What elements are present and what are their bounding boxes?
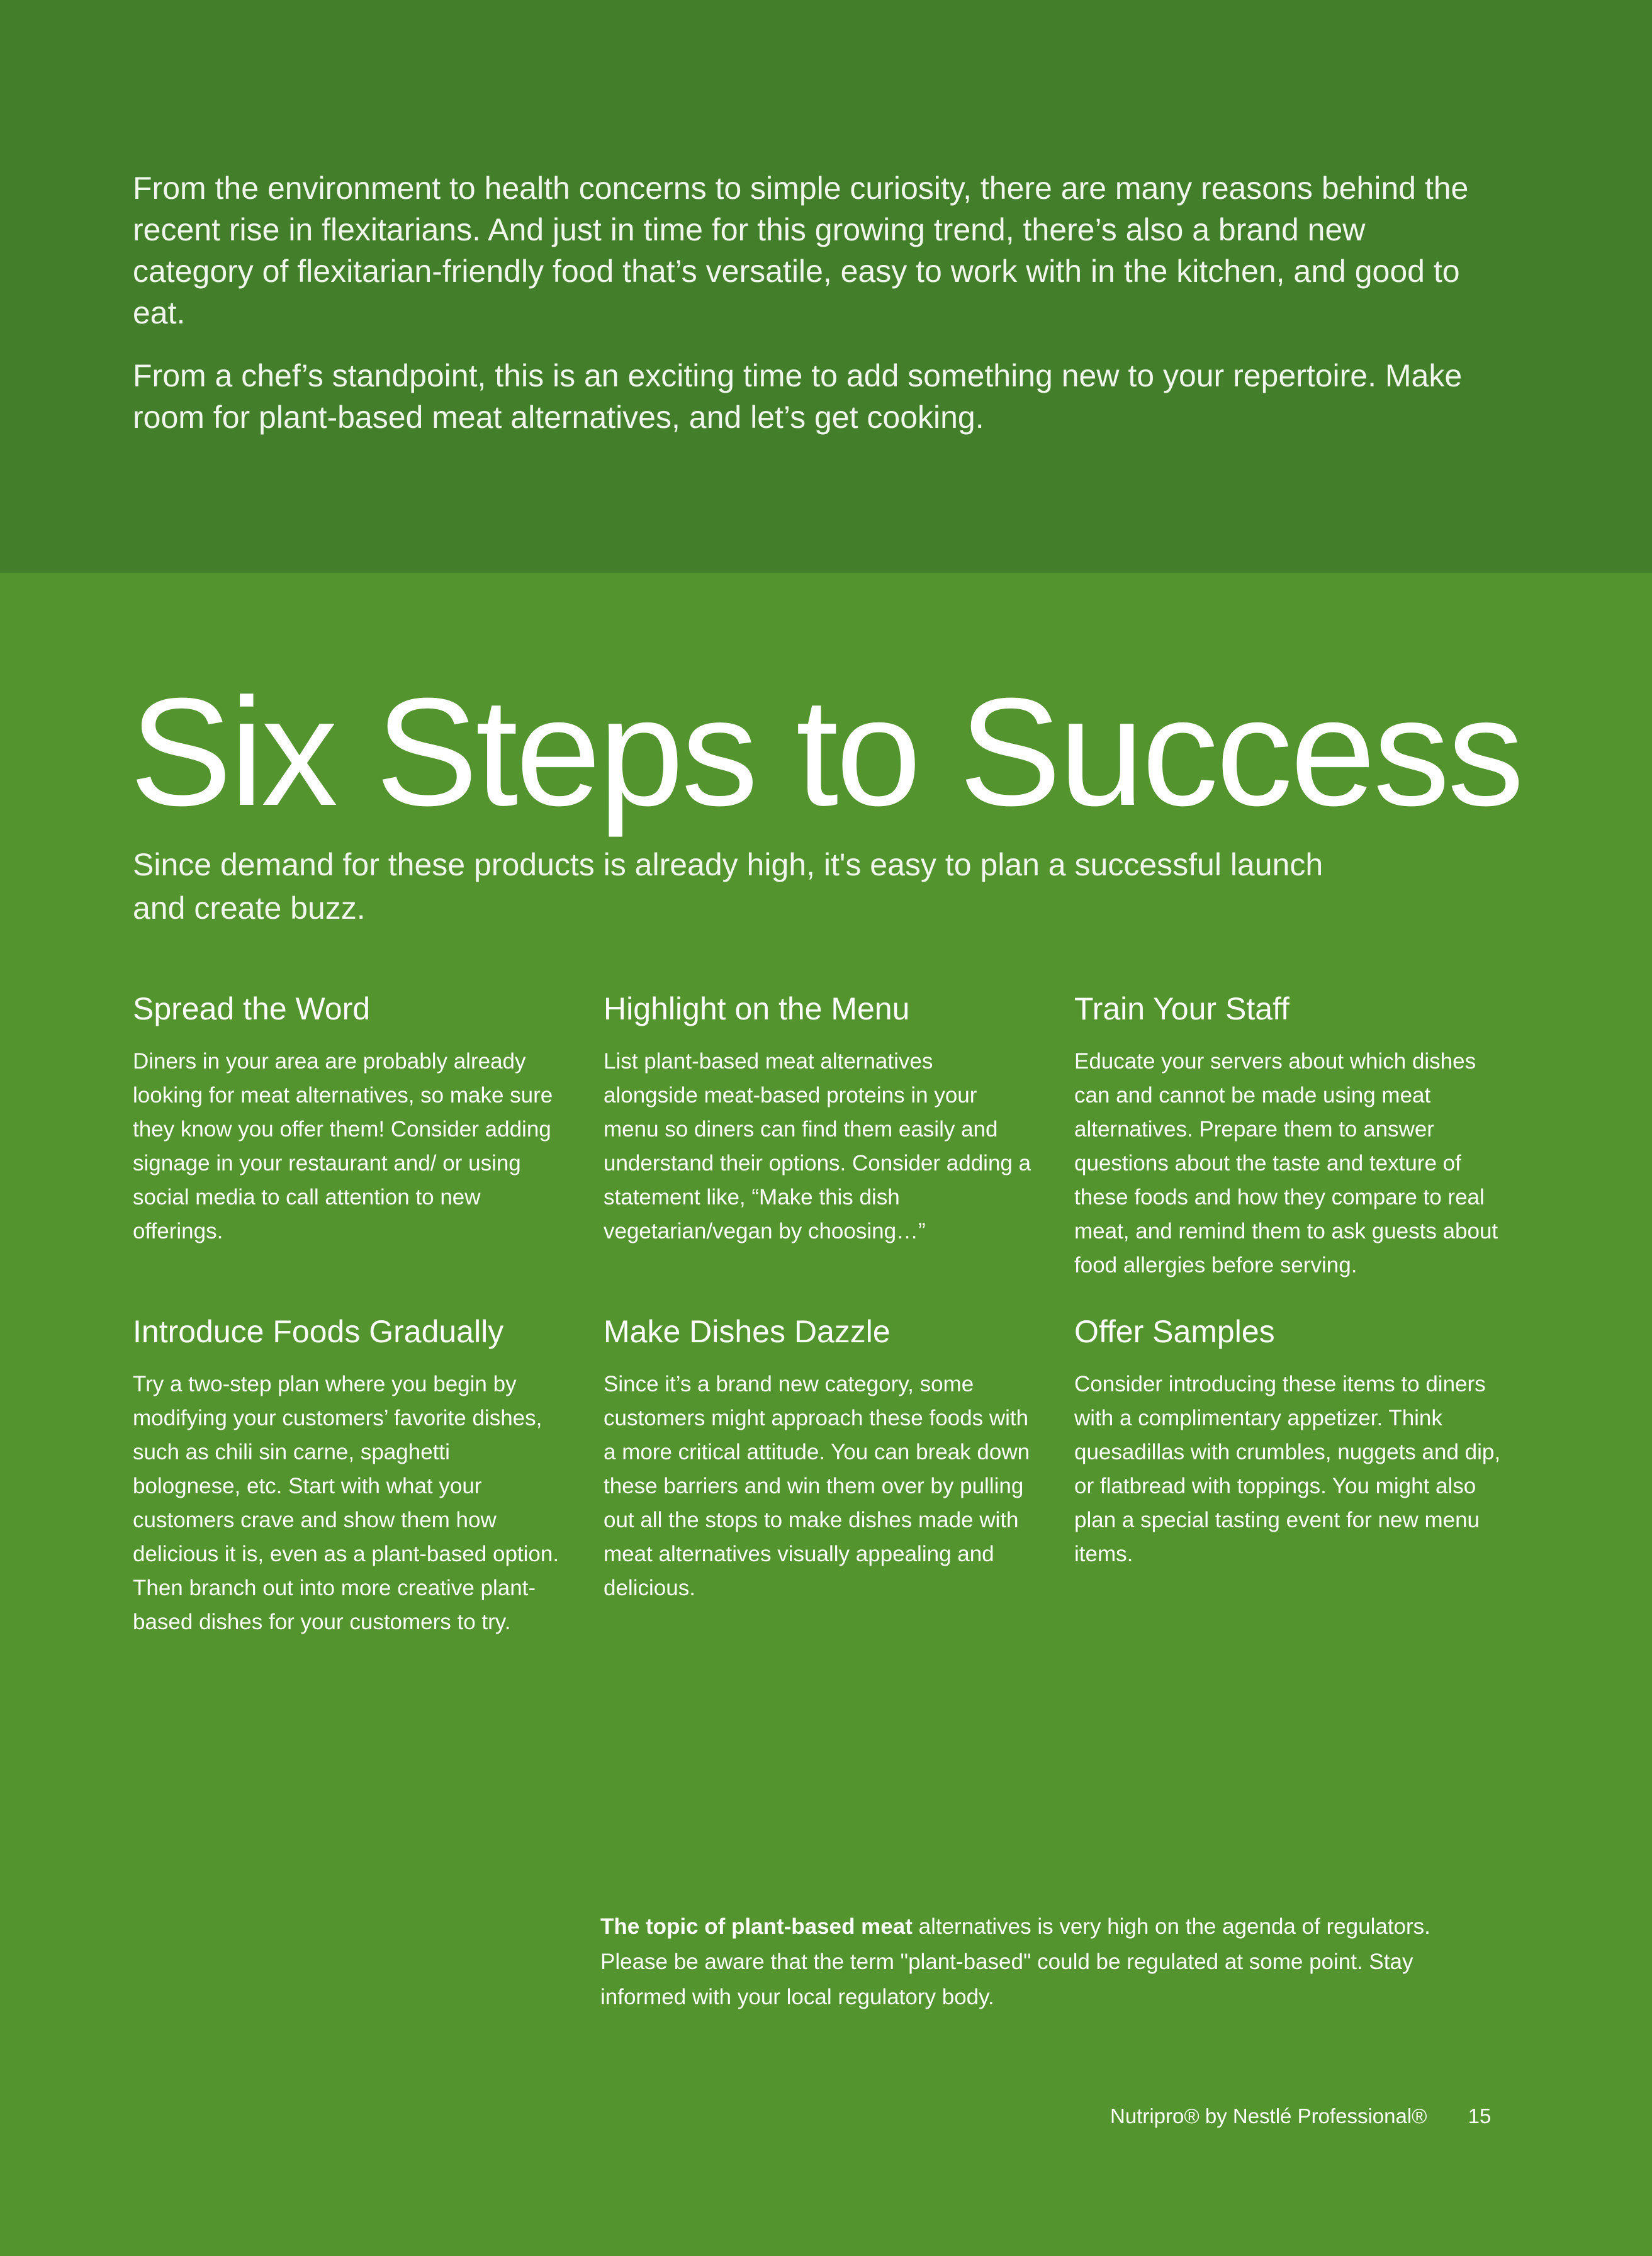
- step-title: Spread the Word: [133, 991, 371, 1026]
- step-body: Consider introducing these items to diners with a complimentary appetizer. Think quesadillas with crumbles, nuggets and dip, or flatbread with toppings. You might also plan a special tasting event for new menu items.: [1074, 1372, 1501, 1566]
- step-title: Offer Samples: [1074, 1314, 1275, 1349]
- step-body: Educate your servers about which dishes can and cannot be made using meat alternatives. Prepare them to answer questions about the taste and texture of these foods and how they compare to real meat, and remind them to ask guests about food allergies before serving.: [1074, 1049, 1498, 1277]
- step-highlight-on-the-menu: [604, 988, 1031, 1249]
- step-body: Try a two-step plan where you begin by modifying your customers’ favorite dishes, such as chili sin carne, spaghetti bolognese, etc. Start with what your customers crave and show them how delicious it is, even as a plant-based option. Then branch out into more creative plant-based dishes for your customers to try.: [133, 1372, 559, 1634]
- intro-text: [133, 167, 1486, 459]
- step-introduce-foods-gradually: [133, 1311, 561, 1639]
- step-make-dishes-dazzle: [604, 1311, 1031, 1605]
- page-footer: [1110, 2099, 1491, 2133]
- page-subtitle: Since demand for these products is already high, it's easy to plan a successful launch and create buzz.: [133, 847, 1323, 926]
- footer-brand: Nutripro® by Nestlé Professional®: [1110, 2104, 1427, 2128]
- step-body: Since it’s a brand new category, some customers might approach these foods with a more critical attitude. You can break down these barriers and win them over by pulling out all the stops to make dishes made with meat alternatives visually appealing and delicious.: [604, 1372, 1030, 1600]
- regulatory-note-text: alternatives is very high on the agenda of regulators. Please be aware that the term "plant-based" could be regulated at some point. Stay informed with your local regulatory body.: [600, 1914, 1430, 2009]
- page-number: 15: [1468, 2104, 1492, 2128]
- step-title: Make Dishes Dazzle: [604, 1314, 891, 1349]
- step-title: Introduce Foods Gradually: [133, 1314, 504, 1349]
- intro-paragraph-1: From the environment to health concerns to simple curiosity, there are many reasons behind the recent rise in flexitarians. And just in time for this growing trend, there’s also a brand new category of flexitarian-friendly food that’s versatile, easy to work with in the kitchen, and good to eat.: [133, 171, 1469, 330]
- regulatory-note: [600, 1909, 1494, 2015]
- step-body: Diners in your area are probably already looking for meat alternatives, so make sure they know you offer them! Consider adding signage in your restaurant and/ or using social media to call attention to new offerings.: [133, 1049, 553, 1243]
- step-train-your-staff: [1074, 988, 1502, 1282]
- step-title: Train Your Staff: [1074, 991, 1290, 1026]
- page-title: Six Steps to Success: [130, 666, 1522, 838]
- step-spread-the-word: [133, 988, 561, 1249]
- step-body: List plant-based meat alternatives alongside meat-based proteins in your menu so diners can find them easily and understand their options. Consider adding a statement like, “Make this dish vegetarian/vegan by choosing…”: [604, 1049, 1031, 1243]
- intro-paragraph-2: From a chef’s standpoint, this is an exciting time to add something new to your repertoire. Make room for plant-based meat alternatives, and let’s get cooking.: [133, 358, 1463, 435]
- step-offer-samples: [1074, 1311, 1502, 1571]
- step-title: Highlight on the Menu: [604, 991, 910, 1026]
- regulatory-note-emphasis: The topic of plant-based meat: [600, 1914, 913, 1939]
